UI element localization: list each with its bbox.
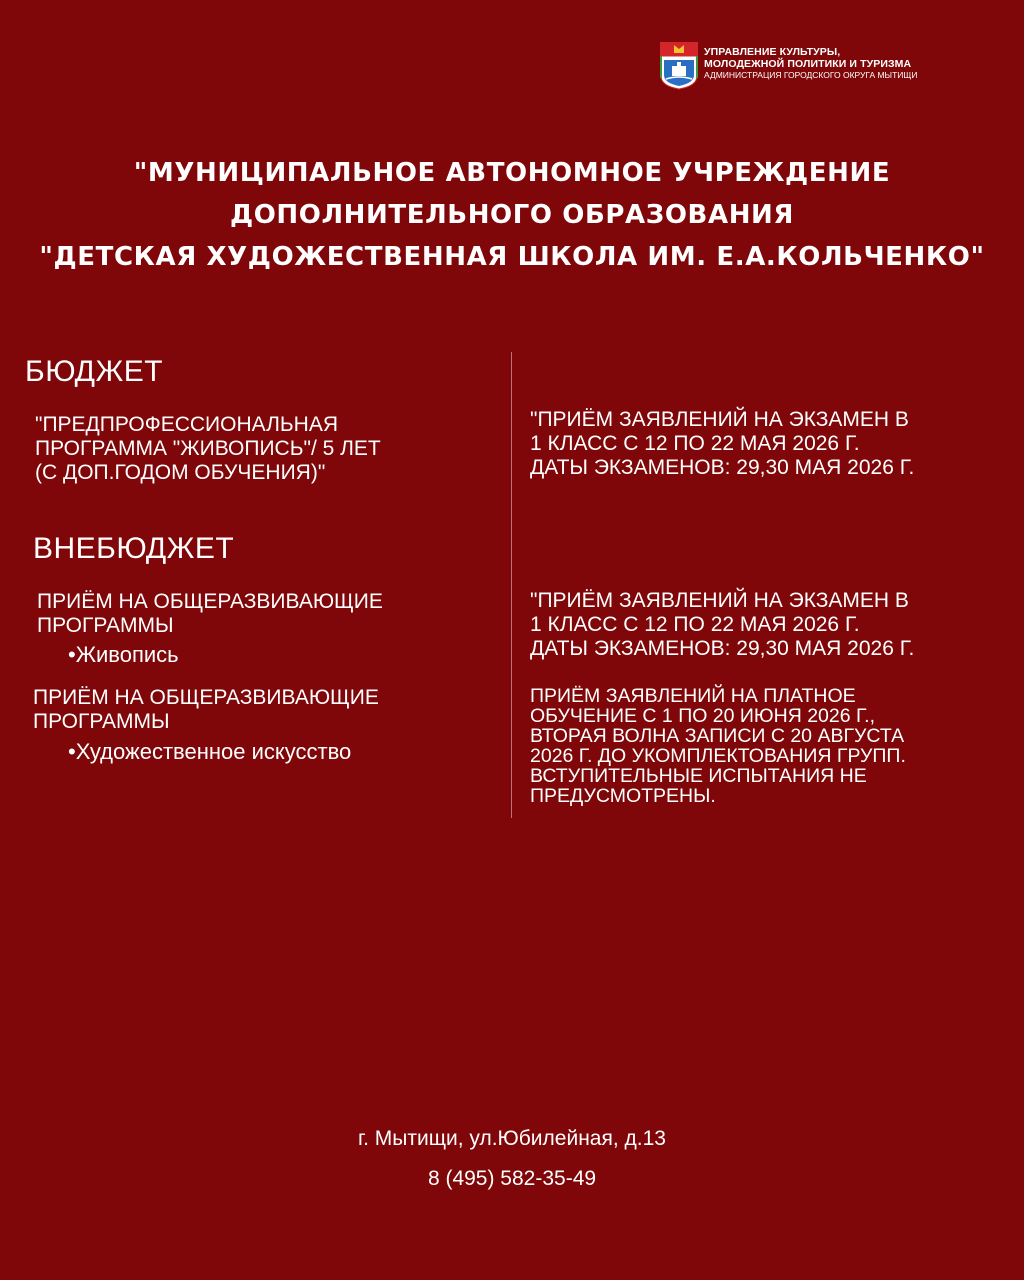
bullet-fine-art: •Художественное искусство — [68, 739, 352, 764]
extra-info-2-line: ВСТУПИТЕЛЬНЫЕ ИСПЫТАНИЯ НЕ — [530, 765, 867, 787]
extra-info-2-line: ПРЕДУСМОТРЕНЫ. — [530, 785, 716, 807]
bullet-painting: •Живопись — [68, 642, 179, 667]
extra-program-2 — [33, 686, 379, 734]
budget-info — [530, 408, 914, 480]
extra-program-1-line: ПРОГРАММЫ — [37, 614, 174, 637]
extra-info-2-line: ОБУЧЕНИЕ С 1 ПО 20 ИЮНЯ 2026 Г., — [530, 705, 876, 727]
budget-program-line: ПРОГРАММА "ЖИВОПИСЬ"/ 5 ЛЕТ — [35, 437, 381, 460]
budget-info-line: ДАТЫ ЭКЗАМЕНОВ: 29,30 МАЯ 2026 Г. — [530, 456, 915, 479]
logo-line-3: АДМИНИСТРАЦИЯ ГОРОДСКОГО ОКРУГА МЫТИЩИ — [704, 70, 918, 80]
page-title — [0, 152, 1024, 278]
column-divider — [511, 352, 512, 818]
extra-info-1-line: "ПРИЁМ ЗАЯВЛЕНИЙ НА ЭКЗАМЕН В — [530, 589, 909, 612]
extra-program-2-line: ПРОГРАММЫ — [33, 710, 170, 733]
extra-info-2-line: ПРИЁМ ЗАЯВЛЕНИЙ НА ПЛАТНОЕ — [530, 685, 856, 707]
extra-info-2 — [530, 686, 906, 806]
coat-of-arms-icon — [660, 42, 698, 90]
logo-line-1: УПРАВЛЕНИЕ КУЛЬТУРЫ, — [704, 46, 841, 58]
extra-info-1-line: 1 КЛАСС С 12 ПО 22 МАЯ 2026 Г. — [530, 613, 860, 636]
budget-heading: БЮДЖЕТ — [25, 355, 164, 388]
title-line-3: "ДЕТСКАЯ ХУДОЖЕСТВЕННАЯ ШКОЛА ИМ. Е.А.КОЛЬЧЕНКО" — [39, 242, 985, 272]
extra-budget-heading: ВНЕБЮДЖЕТ — [33, 532, 235, 565]
extra-program-2-line: ПРИЁМ НА ОБЩЕРАЗВИВАЮЩИЕ — [33, 686, 379, 709]
organization-logo — [660, 42, 917, 90]
extra-info-2-line: 2026 Г. ДО УКОМПЛЕКТОВАНИЯ ГРУПП. — [530, 745, 906, 767]
budget-info-line: 1 КЛАСС С 12 ПО 22 МАЯ 2026 Г. — [530, 432, 860, 455]
title-line-1: "МУНИЦИПАЛЬНОЕ АВТОНОМНОЕ УЧРЕЖДЕНИЕ — [133, 158, 891, 188]
budget-info-line: "ПРИЁМ ЗАЯВЛЕНИЙ НА ЭКЗАМЕН В — [530, 408, 909, 431]
footer-address: г. Мытищи, ул.Юбилейная, д.13 — [358, 1127, 666, 1150]
budget-program-line: "ПРЕДПРОФЕССИОНАЛЬНАЯ — [35, 413, 339, 436]
extra-info-1-line: ДАТЫ ЭКЗАМЕНОВ: 29,30 МАЯ 2026 Г. — [530, 637, 915, 660]
extra-info-2-line: ВТОРАЯ ВОЛНА ЗАПИСИ С 20 АВГУСТА — [530, 725, 905, 747]
footer-phone: 8 (495) 582-35-49 — [427, 1167, 597, 1190]
extra-info-1 — [530, 589, 914, 661]
title-line-2: ДОПОЛНИТЕЛЬНОГО ОБРАЗОВАНИЯ — [229, 200, 795, 230]
extra-program-1-line: ПРИЁМ НА ОБЩЕРАЗВИВАЮЩИЕ — [37, 590, 383, 613]
extra-program-1 — [37, 590, 383, 638]
logo-line-2: МОЛОДЕЖНОЙ ПОЛИТИКИ И ТУРИЗМА — [704, 58, 912, 70]
budget-program — [35, 413, 381, 485]
budget-program-line: (С ДОП.ГОДОМ ОБУЧЕНИЯ)" — [35, 461, 326, 484]
